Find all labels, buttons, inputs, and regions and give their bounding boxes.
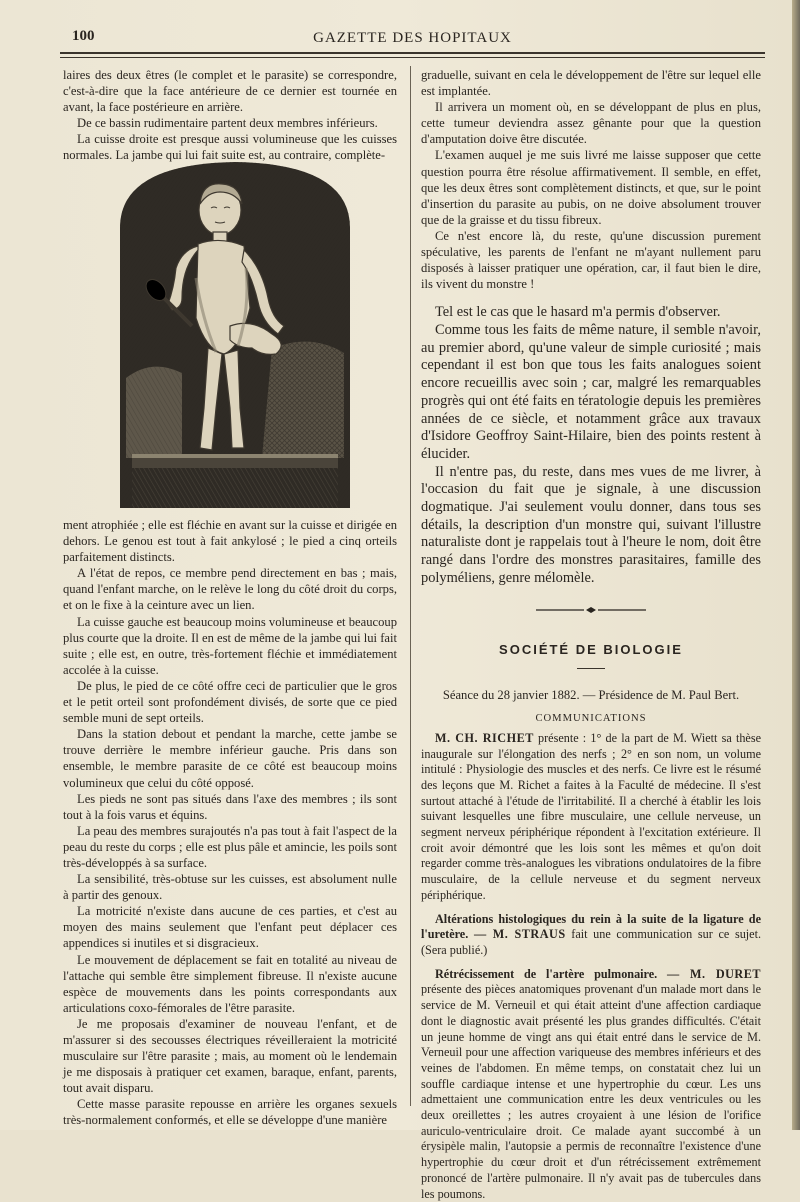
communication-duret [421, 967, 761, 1202]
paragraph: L'examen auquel je me suis livré me laisse supposer que cette question pourra être résolue affirmativement. Il semble, en effet, que les deux êtres sont complètement distincts, et que, sur le point d'insertion du parasite au pubis, on ne doive absolument trouver que de la graisse et du tissu fibreux. [421, 148, 761, 227]
communication-text: fait une communication sur ce sujet. (Sera publié.) [421, 927, 762, 957]
paragraph: Il n'entre pas, du reste, dans mes vues de me livrer, à l'occasion du fait que je signale, à une discussion dogmatique. J'ai seulement voulu donner, dans tous ses détails, la description d'un monstre qui, suivant l'illustre naturaliste dont je rappelais tout à l'heure le nom, doit être rangé dans l'ordre des monstres parasitaires, famille des polyméliens, genre mélomèle. [421, 463, 761, 586]
column-divider [410, 66, 411, 1106]
engraving-illustration [112, 158, 358, 508]
paragraph: Je me proposais d'examiner de nouveau l'enfant, et de m'assurer si des secousses électriques réveilleraient la motricité musculaire sur l'être parasite ; mais, au moment où le lendemain je me disposais à pratiquer cet examen, baraque, enfant, parents, tout avait disparu. [63, 1016, 397, 1096]
paragraph: A l'état de repos, ce membre pend directement en bas ; mais, quand l'enfant marche, on le relève le long du côté droit du corps, et on le fixe à la ceinture avec un lien. [63, 566, 397, 613]
communications-body [421, 731, 761, 1202]
page-number: 100 [72, 28, 95, 44]
paragraph: laires des deux êtres (le complet et le parasite) se correspondre, c'est-à-dire que la face antérieure de ce dernier est tournée en avant, la face postérieure en arrière. [63, 68, 397, 115]
paragraph: Comme tous les faits de même nature, il semble n'avoir, au premier abord, qu'une valeur de simple curiosité ; mais cependant il est bon que tous les faits analogues soient encore recueillis avec soin ; car, malgré les remarquables progrès qui ont été faits en tératologie depuis les premières années de ce siècle, et notamment grâce aux travaux d'Isidore Geoffroy Saint-Hilaire, bien des points restent à élucider. [421, 322, 761, 462]
paragraph: De ce bassin rudimentaire partent deux membres inférieurs. [77, 116, 378, 131]
communication-richet [421, 731, 761, 904]
society-heading: SOCIÉTÉ DE BIOLOGIE [499, 641, 683, 657]
paragraph: La motricité n'existe dans aucune de ces parties, et c'est au moyen des mains seulement que l'enfant peut déplacer ces appendices si inutiles et si disgracieux. [63, 904, 397, 951]
communication-straus [421, 912, 761, 959]
communication-title: Altérations histologiques du rein à la suite de la ligature de l'uretère. [421, 911, 761, 942]
paragraph: Ce n'est encore là, du reste, qu'une discussion purement spéculative, les parents de l'enfant ne m'ayant nullement paru disposés à laisser pratiquer une opération, car, il faut bien le dire, ils vivent du monstre ! [421, 228, 761, 292]
section-separator [421, 606, 761, 614]
page-header [60, 28, 765, 50]
session-line: Séance du 28 janvier 1882. — Présidence de M. Paul Bert. [442, 687, 740, 702]
paragraph: La cuisse gauche est beaucoup moins volumineuse et beaucoup plus courte que la droite. Il en est de même de la jambe qui lui fait suite ; elle est, en outre, très-fortement fléchie et immédiatement accolée à la cuisse. [63, 614, 397, 677]
paragraph: ment atrophiée ; elle est fléchie en avant sur la cuisse et dirigée en dehors. Le genou est tout à fait ankylosé ; le pied a cinq orteils parfaitement distincts. [63, 518, 397, 565]
speaker-name: M. CH. RICHET [435, 730, 534, 745]
paragraph: Tel est le cas que le hasard m'a permis d'observer. [435, 304, 721, 321]
speaker-name: — M. DURET [667, 966, 761, 981]
paragraph: La peau des membres surajoutés n'a pas tout à fait l'aspect de la peau du reste du corps ; elle est plus pâle et amincie, les poils sont très-développés à sa surface. [63, 823, 397, 870]
paragraph: Il arrivera un moment où, en se développant de plus en plus, cette tumeur deviendra assez gênante pour que la question d'amputation doive être discutée. [421, 100, 761, 147]
paragraph: La cuisse droite est presque aussi volumineuse que les cuisses normales. La jambe qui lui fait suite est, au contraire, complète- [63, 132, 397, 163]
running-title: GAZETTE DES HOPITAUX [313, 30, 512, 46]
paragraph: Cette masse parasite repousse en arrière les organes sexuels très-normalement conformés, et elle se développe d'une manière [63, 1097, 397, 1128]
conclusion-text [421, 304, 761, 587]
page-edge [792, 0, 800, 1130]
paragraph: Le mouvement de déplacement se fait en totalité au niveau de l'attache qui semble être simplement fibreuse. Il n'existe aucune espèce de mouvements dans les points correspondants aux articulations coxo-fémorales de l'être parasite. [63, 952, 397, 1015]
right-column [421, 67, 761, 1202]
heading-rule [577, 668, 605, 669]
paragraph: Les pieds ne sont pas situés dans l'axe des membres ; ils sont tout à la fois varus et équins. [63, 791, 397, 822]
paragraph: Dans la station debout et pendant la marche, cette jambe se trouve derrière le membre inférieur gauche. Pris dans son ensemble, le membre parasite de ce côté est beaucoup moins volumineux que celui du côté opposé. [63, 727, 397, 790]
speaker-name: — M. STRAUS [473, 927, 566, 942]
child-engraving-image [112, 158, 358, 508]
paragraph: graduelle, suivant en cela le développement de l'être sur lequel elle est implantée. [421, 68, 761, 99]
header-rule [60, 52, 765, 54]
paragraph: La sensibilité, très-obtuse sur les cuisses, est absolument nulle à partir des genoux. [63, 872, 397, 903]
communication-text: présente des pièces anatomiques provenant d'un malade mort dans le service de M. Verneuil et qui était atteint d'une affection cardiaque dont le diagnostic avait présenté les plus grandes difficultés. C'était un jeune homme de vingt ans qui était entré dans le service de M. Verneuil pour une affection variqueuse des membres inférieurs et des veines de l'abdomen. En même temps, on constatait chez lui un souffle cardiaque intense et une hypertrophie du cœur. Les uns admettaient une communication entre les deux ventricules ou les deux oreillettes ; les autres croyaient à une lésion de l'orifice auriculo-ventriculaire droit. Ce malade ayant succombé à un érysipèle malin, l'autopsie a permis de reconnaître l'existence d'une hypertrophie du cœur droit et d'un rétrécissement extrêmement prononcé de l'artère pulmonaire. Il n'y avait pas de tubercules dans les poumons. [421, 982, 761, 1201]
left-column-top [63, 67, 397, 164]
communication-title: Rétrécissement de l'artère pulmonaire. [435, 966, 658, 981]
communication-text: présente : 1° de la part de M. Wiett sa thèse inaugurale sur l'élongation des nerfs ; 2° en son nom, un volume intitulé : Physiologie des muscles et des nerfs. Ce livre est le résumé des leçons que M. Richet a faites à la Faculté de médecine. Il s'est surtout attaché à l'étude de l'irritabilité. Il a cherché à établir les lois suivant lesquelles une fibre musculaire, une cellule nerveuse, un segment nerveux périphérique répondent à l'excitation extérieure. Il croit avoir démontré que les lois sont les mêmes et qu'on doit regarder comme très-analogues les vibrations ondulatoires de la fibre musculaire, de la cellule nerveuse et du segment nerveux périphérique. [421, 730, 761, 902]
communications-heading: COMMUNICATIONS [535, 712, 647, 724]
header-rule-thin [60, 57, 765, 58]
left-column-bottom [63, 517, 397, 1129]
separator-ornament [536, 606, 646, 614]
paragraph: De plus, le pied de ce côté offre ceci de particulier que le gros et le petit orteil sont profondément divisés, de sorte que ce pied semble muni de sept orteils. [63, 678, 397, 726]
